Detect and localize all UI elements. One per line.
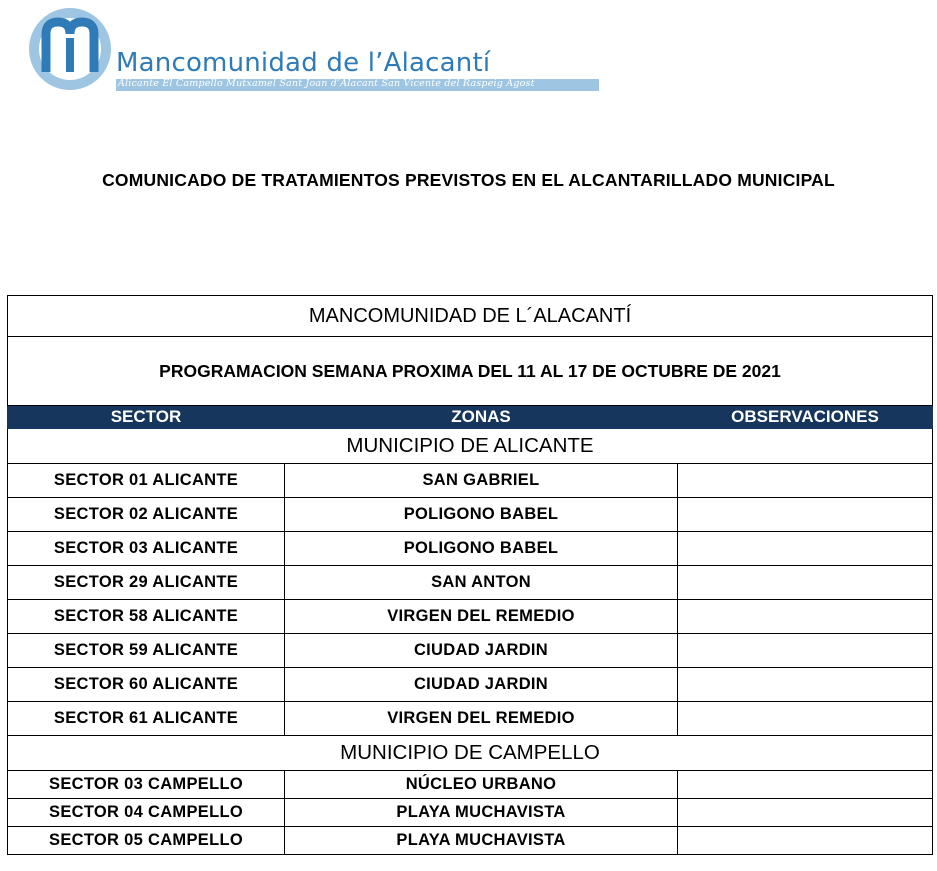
municipality-label: MUNICIPIO DE ALICANTE — [8, 429, 933, 464]
sector-cell: SECTOR 60 ALICANTE — [8, 668, 285, 702]
observaciones-cell — [678, 464, 933, 498]
zona-cell: SAN GABRIEL — [285, 464, 678, 498]
table-row — [8, 634, 933, 668]
zona-cell: POLIGONO BABEL — [285, 532, 678, 566]
sector-cell: SECTOR 04 CAMPELLO — [8, 799, 285, 827]
sector-cell: SECTOR 02 ALICANTE — [8, 498, 285, 532]
table-row — [8, 771, 933, 799]
column-header-observaciones: OBSERVACIONES — [678, 406, 933, 429]
table-row — [8, 566, 933, 600]
table-row — [8, 668, 933, 702]
sector-cell: SECTOR 58 ALICANTE — [8, 600, 285, 634]
observaciones-cell — [678, 771, 933, 799]
sector-cell: SECTOR 03 CAMPELLO — [8, 771, 285, 799]
zona-cell: VIRGEN DEL REMEDIO — [285, 702, 678, 736]
sector-cell: SECTOR 61 ALICANTE — [8, 702, 285, 736]
column-header-zonas: ZONAS — [285, 406, 678, 429]
observaciones-cell — [678, 799, 933, 827]
table-row — [8, 600, 933, 634]
observaciones-cell — [678, 566, 933, 600]
logo-towns: Alicante El Campello Mutxamel Sant Joan d’Alacant San Vicente del Raspeig Agost — [118, 79, 535, 89]
zona-cell: POLIGONO BABEL — [285, 498, 678, 532]
logo-name: Mancomunidad de l’Alacantí — [116, 48, 491, 78]
zona-cell: PLAYA MUCHAVISTA — [285, 827, 678, 855]
document-title: COMUNICADO DE TRATAMIENTOS PREVISTOS EN EL ALCANTARILLADO MUNICIPAL — [102, 170, 835, 190]
zona-cell: CIUDAD JARDIN — [285, 668, 678, 702]
zona-cell: NÚCLEO URBANO — [285, 771, 678, 799]
schedule-table — [7, 295, 933, 855]
logo — [24, 8, 604, 90]
sector-cell: SECTOR 01 ALICANTE — [8, 464, 285, 498]
table-organization: MANCOMUNIDAD DE L´ALACANTÍ — [8, 296, 933, 337]
table-row — [8, 799, 933, 827]
zona-cell: PLAYA MUCHAVISTA — [285, 799, 678, 827]
column-header-sector: SECTOR — [8, 406, 285, 429]
municipality-row — [8, 736, 933, 771]
table-row — [8, 498, 933, 532]
table-row — [8, 702, 933, 736]
table-row — [8, 827, 933, 855]
table-header-row — [8, 406, 933, 429]
observaciones-cell — [678, 498, 933, 532]
zona-cell: SAN ANTON — [285, 566, 678, 600]
sector-cell: SECTOR 05 CAMPELLO — [8, 827, 285, 855]
municipality-row — [8, 429, 933, 464]
sector-cell: SECTOR 03 ALICANTE — [8, 532, 285, 566]
table-week: PROGRAMACION SEMANA PROXIMA DEL 11 AL 17 DE OCTUBRE DE 2021 — [8, 337, 933, 406]
observaciones-cell — [678, 600, 933, 634]
municipality-label: MUNICIPIO DE CAMPELLO — [8, 736, 933, 771]
observaciones-cell — [678, 532, 933, 566]
table-row — [8, 464, 933, 498]
sector-cell: SECTOR 29 ALICANTE — [8, 566, 285, 600]
logo-towns-strip — [116, 79, 599, 91]
observaciones-cell — [678, 702, 933, 736]
table-row — [8, 532, 933, 566]
zona-cell: CIUDAD JARDIN — [285, 634, 678, 668]
observaciones-cell — [678, 634, 933, 668]
mancomunidad-logo-icon — [24, 8, 116, 90]
zona-cell: VIRGEN DEL REMEDIO — [285, 600, 678, 634]
sector-cell: SECTOR 59 ALICANTE — [8, 634, 285, 668]
observaciones-cell — [678, 827, 933, 855]
observaciones-cell — [678, 668, 933, 702]
